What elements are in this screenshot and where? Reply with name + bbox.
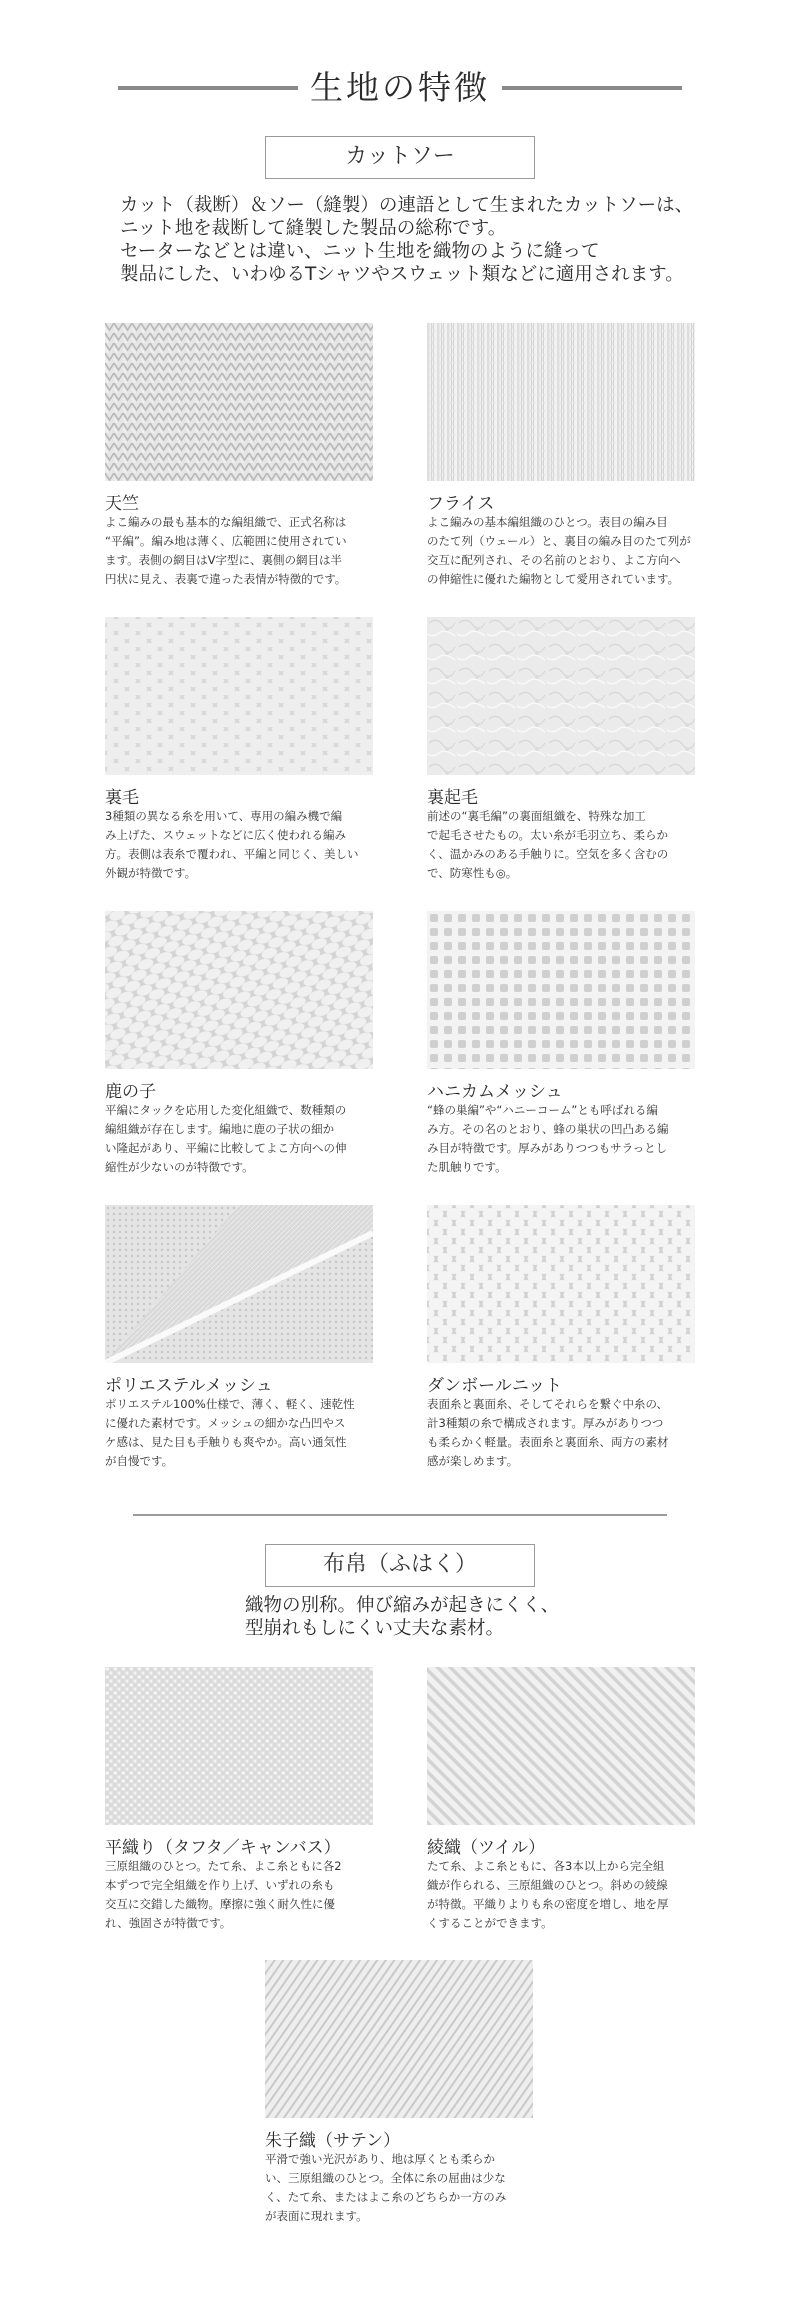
- description-line: れ、強固さが特徴です。: [105, 1916, 232, 1930]
- description-line: に優れた素材です。メッシュの細かな凸凹やス: [105, 1416, 346, 1430]
- description-line: た肌触りです。: [427, 1160, 507, 1174]
- fabric-description: [105, 1101, 377, 1177]
- fabric-description: [105, 1395, 377, 1471]
- intro-line: セーターなどとは違い、ニット生地を織物のように縫って: [120, 241, 600, 262]
- description-line: 3種類の異なる糸を用いて、専用の編み機で編: [105, 809, 343, 823]
- description-line: 外観が特徴です。: [105, 866, 197, 880]
- description-line: で、防寒性も◎。: [427, 866, 518, 880]
- fabric-name: 裏起毛: [427, 788, 478, 808]
- description-line: の伸縮性に優れた編物として愛用されています。: [427, 572, 680, 586]
- fabric-name: 綾織（ツイル）: [427, 1838, 546, 1858]
- polyester-mesh-swatch: [105, 1205, 373, 1363]
- description-line: 縮性が少ないのが特徴です。: [105, 1160, 254, 1174]
- description-line: 前述の“裏毛編”の裏面組織を、特殊な加工: [427, 809, 646, 823]
- fabric-description: [105, 807, 377, 883]
- fabric-description: [427, 513, 699, 589]
- fabric-name: 鹿の子: [105, 1082, 156, 1102]
- description-line: 平滑で強い光沢があり、地は厚くとも柔らか: [265, 2152, 495, 2166]
- description-line: 計3種類の糸で構成されます。厚みがありつつ: [427, 1416, 664, 1430]
- description-line: が特徴。平織りよりも糸の密度を増し、地を厚: [427, 1897, 669, 1911]
- description-line: 方。表側は表糸で覆われ、平編と同じく、美しい: [105, 847, 359, 861]
- fabric-description: [427, 1857, 699, 1933]
- description-line: のたて列（ウェール）と、裏目の編み目のたて列が: [427, 534, 691, 548]
- description-line: ます。表側の網目はV字型に、裏側の網目は半: [105, 553, 342, 567]
- description-line: ポリエステル100%仕様で、薄く、軽く、速乾性: [105, 1397, 355, 1411]
- fabric-description: [427, 1101, 699, 1177]
- intro-line: ニット地を裁断して縫製した製品の総称です。: [120, 218, 507, 239]
- description-line: くすることができます。: [427, 1916, 553, 1930]
- description-line: み上げた、スウェットなどに広く使われる編み: [105, 828, 347, 842]
- fabric-description: [105, 513, 377, 589]
- description-line: く、たて糸、またはよこ糸のどちらか一方のみ: [265, 2190, 507, 2204]
- rib-knit-swatch: [427, 323, 695, 481]
- description-line: く、温かみのある手触りに。空気を多く含むの: [427, 847, 669, 861]
- intro-line: 製品にした、いわゆるTシャツやスウェット類などに適用されます。: [120, 264, 684, 285]
- description-line: 表面糸と裏面糸、そしてそれらを繋ぐ中糸の、: [427, 1397, 669, 1411]
- description-line: 編組織が存在します。編地に鹿の子状の細か: [105, 1122, 335, 1136]
- fabric-name: ハニカムメッシュ: [427, 1082, 563, 1102]
- description-line: い隆起があり、平編に比較してよこ方向への伸: [105, 1141, 347, 1155]
- description-line: が表面に現れます。: [265, 2209, 368, 2223]
- description-line: も柔らかく軽量。表面糸と裏面糸、両方の素材: [427, 1435, 669, 1449]
- description-line: が自慢です。: [105, 1454, 174, 1468]
- satin-weave-swatch: [265, 1960, 533, 2118]
- description-line: たて糸、よこ糸ともに、各3本以上から完全組: [427, 1859, 665, 1873]
- fabric-name: 朱子織（サテン）: [265, 2131, 401, 2151]
- description-line: 感が楽しめます。: [427, 1454, 519, 1468]
- description-line: ケ感は、見た目も手触りも爽やか。高い通気性: [105, 1435, 347, 1449]
- description-line: 本ずつで完全組織を作り上げ、いずれの糸も: [105, 1878, 335, 1892]
- tenjiku-knit-swatch: [105, 323, 373, 481]
- intro-line: 織物の別称。伸び縮みが起きにくく、: [245, 1595, 560, 1616]
- fabric-description: [265, 2150, 537, 2226]
- fabric-description: [427, 807, 699, 883]
- fabric-name: フライス: [427, 494, 495, 514]
- description-line: 平編にタックを応用した変化組織で、数種類の: [105, 1103, 347, 1117]
- description-line: よこ編みの最も基本的な編組織で、正式名称は: [105, 515, 347, 529]
- fabric-name: ダンボールニット: [427, 1376, 563, 1396]
- cutsew-intro: [120, 194, 693, 286]
- description-line: み方。その名のとおり、蜂の巣状の凹凸ある編: [427, 1122, 669, 1136]
- page-title: 生地の特徴: [310, 68, 490, 107]
- fabric-name: 平織り（タフタ／キャンバス）: [105, 1838, 341, 1858]
- description-line: 交互に交錯した織物。摩擦に強く耐久性に優: [105, 1897, 335, 1911]
- description-line: み目が特徴です。厚みがありつつもサラっとし: [427, 1141, 668, 1155]
- woven-intro: [245, 1594, 559, 1640]
- description-line: よこ編みの基本編組織のひとつ。表目の編み目: [427, 515, 668, 529]
- section-label-woven: 布帛（ふはく）: [265, 1544, 535, 1587]
- section-divider: [133, 1514, 667, 1516]
- twill-weave-swatch: [427, 1667, 695, 1825]
- honeycomb-mesh-swatch: [427, 911, 695, 1069]
- description-line: “平編”。編み地は薄く、広範囲に使用されてい: [105, 534, 347, 548]
- brushed-fleece-swatch: [427, 617, 695, 775]
- description-line: で起毛させたもの。太い糸が毛羽立ち、柔らか: [427, 828, 669, 842]
- title-rule-right: [502, 86, 682, 90]
- kanoko-pique-swatch: [105, 911, 373, 1069]
- description-line: い、三原組織のひとつ。全体に糸の屈曲は少な: [265, 2171, 506, 2185]
- urake-loop-swatch: [105, 617, 373, 775]
- description-line: 織が作られる、三原組織のひとつ。斜めの綾線: [427, 1878, 668, 1892]
- fabric-description: [105, 1857, 377, 1933]
- intro-line: カット（裁断）＆ソー（縫製）の連語として生まれたカットソーは、: [120, 195, 694, 216]
- cardboard-knit-swatch: [427, 1205, 695, 1363]
- description-line: 交互に配列され、その名前のとおり、よこ方向へ: [427, 553, 681, 567]
- description-line: 三原組織のひとつ。たて糸、よこ糸ともに各2: [105, 1859, 342, 1873]
- fabric-description: [427, 1395, 699, 1471]
- section-label-cutsew: カットソー: [265, 136, 535, 179]
- fabric-name: 裏毛: [105, 788, 139, 808]
- description-line: 円状に見え、表裏で違った表情が特徴的です。: [105, 572, 347, 586]
- fabric-name: 天竺: [105, 494, 139, 514]
- fabric-name: ポリエステルメッシュ: [105, 1376, 273, 1396]
- description-line: “蜂の巣編”や“ハニーコーム”とも呼ばれる編: [427, 1103, 658, 1117]
- plain-weave-swatch: [105, 1667, 373, 1825]
- intro-line: 型崩れもしにくい丈夫な素材。: [245, 1618, 505, 1639]
